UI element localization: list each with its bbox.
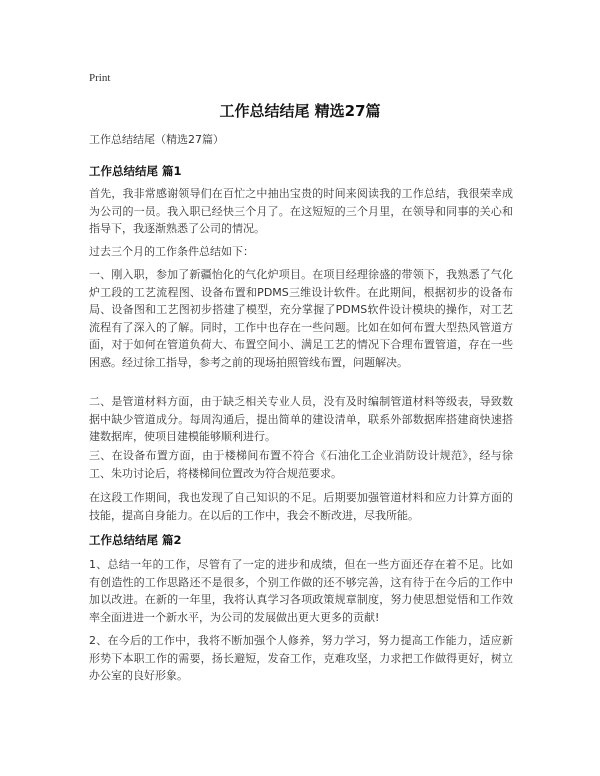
section-heading-1: 工作总结结尾 篇1 — [89, 164, 182, 178]
paragraph: 2、在今后的工作中，我将不断加强个人修养，努力学习，努力提高工作能力，适应新形势下本职工作的需要，扬长避短，发奋工作，克难攻坚，力求把工作做得更好，树立办公室的良好形象。 — [89, 634, 513, 682]
paragraph: 一、刚入职，参加了新疆怡化的气化炉项目。在项目经理徐盛的带领下，我熟悉了气化炉工段的工艺流程图、设备布置和PDMS三维设计软件。在此期间，根据初步的设备布局、设备图和工艺图初步搭建了模型，充分掌握了PDMS软件设计模块的操作，对工艺流程有了深入的了解。同时，工作中也存在一些问题。比如在如何布置大型热风管道方面，对于如何在管道负荷大、布置空间小、满足工艺的情况下合理布置管道，存在一些困惑。经过徐工指导，参考之前的现场拍照管线布置，问题解决。 — [89, 268, 513, 369]
section-heading-2: 工作总结结尾 篇2 — [89, 533, 182, 547]
page-title: 工作总结结尾 精选27篇 — [219, 102, 381, 120]
page-subtitle: 工作总结结尾（精选27篇） — [89, 133, 224, 146]
print-link[interactable]: Print — [89, 72, 111, 84]
paragraph: 三、在设备布置方面，由于楼梯间布置不符合《石油化工企业消防设计规范》，经与徐工、朱功讨论后，将楼梯间位置改为符合规范要求。 — [89, 449, 513, 480]
paragraph: 1、总结一年的工作，尽管有了一定的进步和成绩，但在一些方面还存在着不足。比如有创造性的工作思路还不是很多，个别工作做的还不够完善，这有待于在今后的工作中加以改进。在新的一年里，我将认真学习各项政策规章制度，努力使思想觉悟和工作效率全面进进一个新水平，为公司的发展做出更大更多的贡献! — [89, 558, 513, 624]
paragraph: 过去三个月的工作条件总结如下： — [89, 245, 254, 258]
paragraph: 首先，我非常感谢领导们在百忙之中抽出宝贵的时间来阅读我的工作总结，我很荣幸成为公司的一员。我入职已经快三个月了。在这短短的三个月里，在领导和同事的关心和指导下，我逐渐熟悉了公司的情况。 — [89, 187, 513, 235]
paragraph: 在这段工作期间，我也发现了自己知识的不足。后期要加强管道材料和应力计算方面的技能，提高自身能力。在以后的工作中，我会不断改进，尽我所能。 — [89, 491, 513, 522]
paragraph: 二、是管道材料方面，由于缺乏相关专业人员，没有及时编制管道材料等级表，导致数据中缺少管道成分。每周沟通后，提出简单的建设清单，联系外部数据库搭建商快速搭建数据库，使项目建模能够顺利进行。 — [89, 395, 513, 443]
